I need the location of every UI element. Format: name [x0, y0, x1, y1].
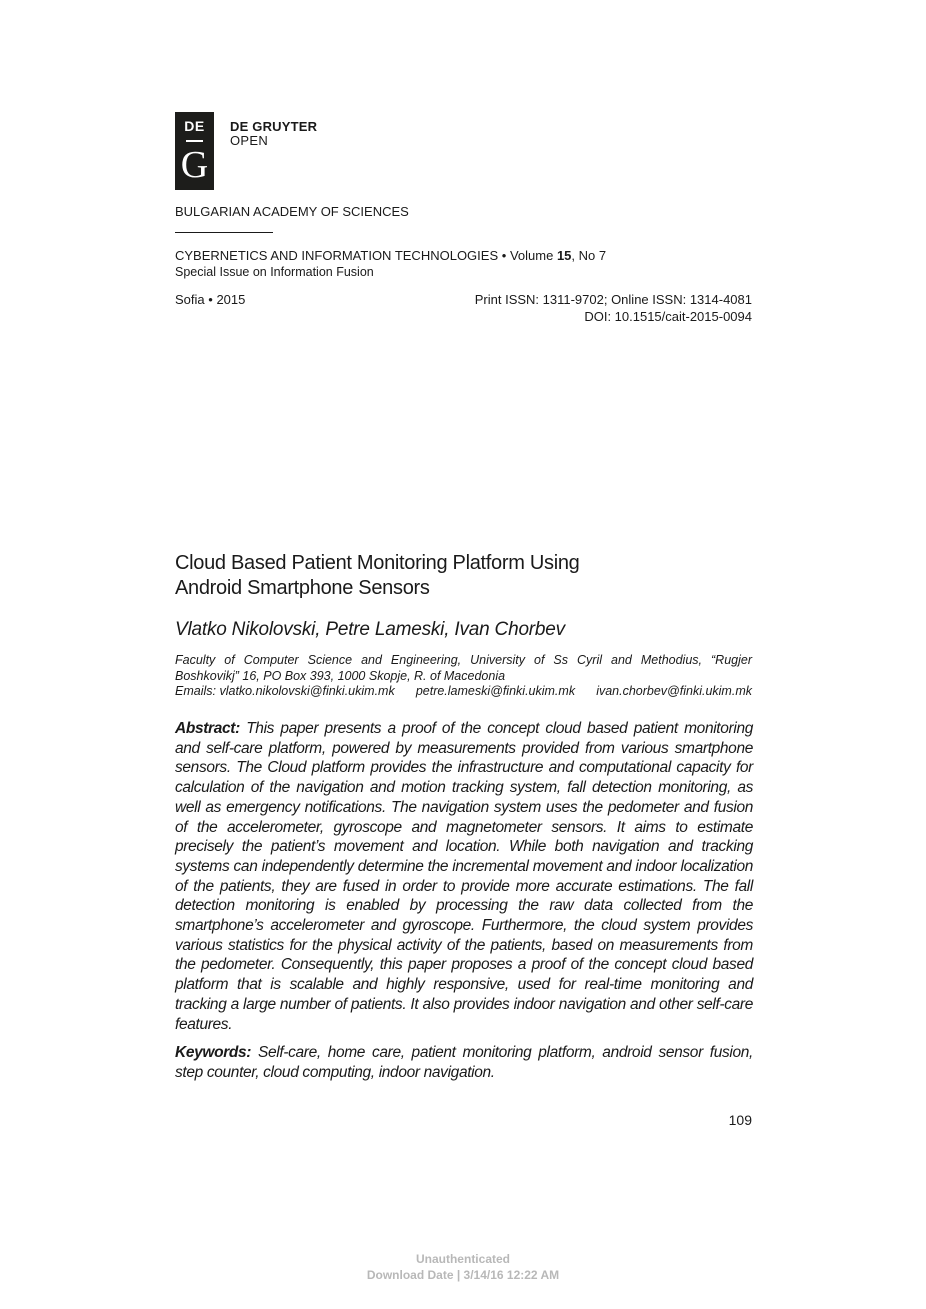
volume-number: 15 [556, 248, 572, 263]
emails-label: Emails: [175, 684, 216, 698]
doi: DOI: 10.1515/cait-2015-0094 [584, 309, 752, 324]
logo-g-text: G [180, 144, 209, 186]
publisher-logo [175, 112, 214, 190]
publisher-sub: OPEN [230, 133, 269, 148]
volume-label: Volume [509, 248, 554, 263]
emails [175, 684, 752, 698]
keywords-label: Keywords: [175, 1044, 252, 1061]
organization: BULGARIAN ACADEMY OF SCIENCES [175, 204, 409, 219]
issue-number: , No 7 [571, 248, 607, 263]
email-2: petre.lameski@finki.ukim.mk [415, 684, 576, 698]
title-line-1: Cloud Based Patient Monitoring Platform Using [175, 552, 580, 574]
page-number: 109 [728, 1112, 752, 1128]
keywords [175, 1043, 753, 1082]
header-rule [175, 232, 273, 233]
logo-divider [186, 140, 203, 142]
special-issue: Special Issue on Information Fusion [175, 265, 374, 279]
email-3: ivan.chorbev@finki.ukim.mk [596, 684, 752, 698]
issn: Print ISSN: 1311-9702; Online ISSN: 1314-4081 [474, 292, 752, 307]
watermark-line-1: Unauthenticated [415, 1252, 510, 1266]
watermark-line-2: Download Date | 3/14/16 12:22 AM [366, 1268, 560, 1282]
journal-line [175, 248, 606, 263]
year: 2015 [216, 292, 246, 307]
bullet-icon: • [501, 248, 507, 263]
affiliation-line-1: Faculty of Computer Science and Engineering, University of Ss Cyril and Methodius, “Rugjer [175, 653, 752, 667]
abstract-text: This paper presents a proof of the concept cloud based patient monitoring and self-care platform, powered by measurements provided from various smartphone sensors. The Cloud platform provides the infrastructure and computational capacity for calculation of the navigation and motion tracking system, fall detection monitoring, as well as emergency notifications. The navigation system uses the pedometer and fusion of the accelerometer, gyroscope and magnetometer sensors. It aims to estimate precisely the patient’s movement and location. While both navigation and tracking systems can independently determine the incremental movement and indoor localization of the patients, they are fused in order to provide more accurate estimations. The fall detection monitoring is enabled by processing the raw data collected from the smartphone’s accelerometer and gyroscope. Furthermore, the cloud system provides various statistics for the physical activity of the patients, based on measurements from the pedometer. Consequently, this paper proposes a proof of the concept cloud based platform that is scalable and highly responsive, used for real-time monitoring and tracking a large number of patients. It also provides indoor navigation and other self-care features. [175, 720, 753, 1033]
abstract [175, 719, 753, 1034]
abstract-label: Abstract: [175, 720, 240, 737]
affiliation-line-2: Boshkovikj” 16, PO Box 393, 1000 Skopje, R. of Macedonia [175, 669, 506, 683]
place-year [175, 292, 245, 307]
journal-name: CYBERNETICS AND INFORMATION TECHNOLOGIES [175, 248, 499, 263]
authors: Vlatko Nikolovski, Petre Lameski, Ivan Chorbev [175, 619, 565, 640]
paper-title [175, 551, 775, 601]
affiliation [175, 652, 752, 684]
publisher-name: DE GRUYTER [230, 119, 318, 134]
email-1: vlatko.nikolovski@finki.ukim.mk [219, 684, 395, 698]
title-line-2: Android Smartphone Sensors [175, 577, 430, 599]
bullet-icon: • [208, 292, 213, 307]
keywords-text: Self-care, home care, patient monitoring platform, android sensor fusion, step counter, cloud computing, indoor navigation. [175, 1044, 753, 1081]
place: Sofia [175, 292, 205, 307]
logo-de-text: DE [184, 118, 205, 134]
